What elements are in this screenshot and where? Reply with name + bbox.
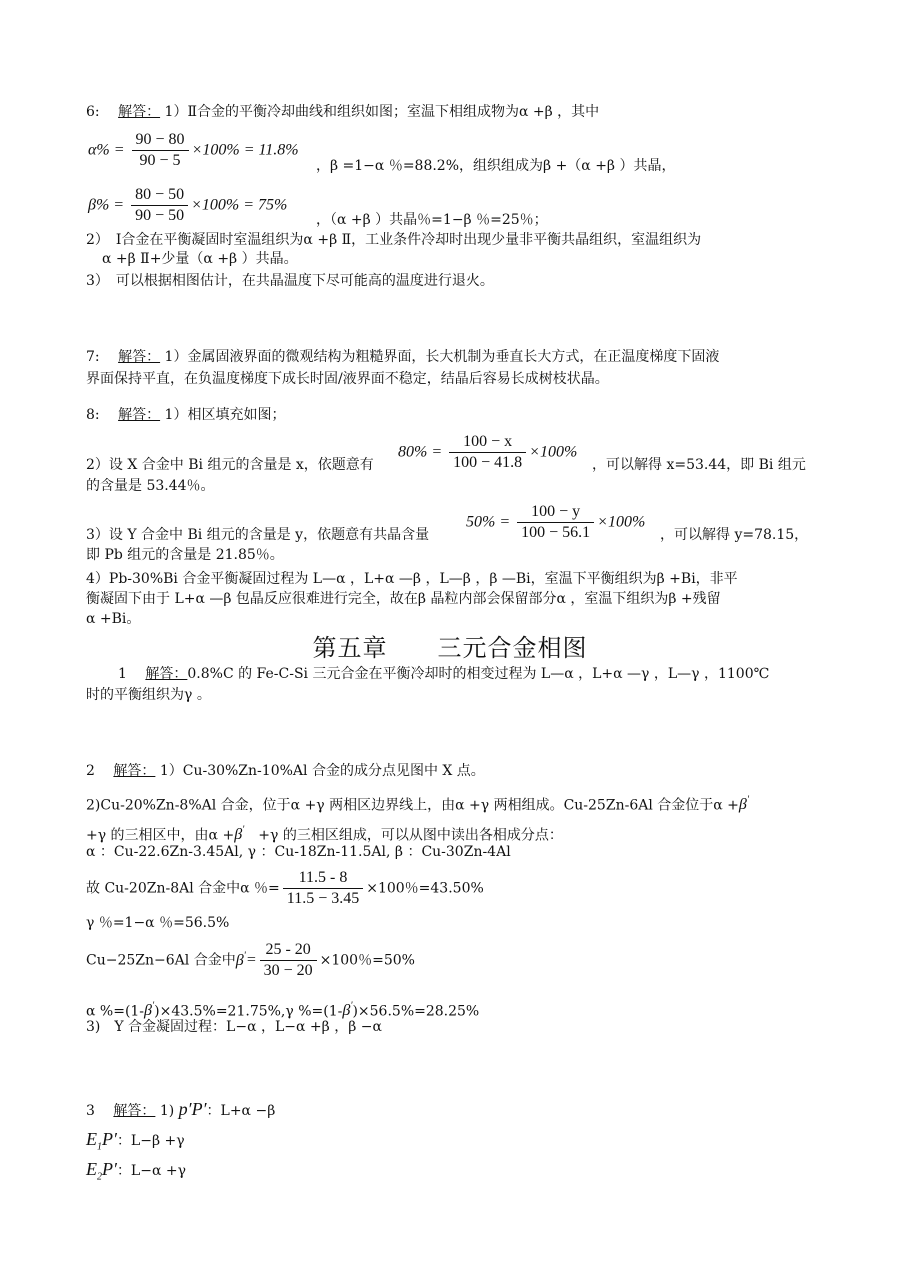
q6-line2b: α +β Ⅱ+少量（α +β ）共晶。 — [102, 251, 298, 267]
c3-number: 3 — [86, 1103, 95, 1119]
denominator: 11.5 − 3.45 — [286, 890, 360, 907]
q8-formula-x — [398, 432, 577, 473]
numerator: 80 − 50 — [131, 185, 188, 206]
denominator: 90 − 5 — [139, 152, 181, 169]
c2-line9: 3) Y 合金凝固过程：L−α ，L−α +β ，β −α — [86, 1019, 382, 1035]
c2-text: +γ 的三相区组成，可以从图中读出各相成分点： — [258, 827, 563, 844]
q8-answer-label: 解答： — [118, 407, 161, 423]
c3-text: ：L−α +γ — [116, 1163, 186, 1179]
denominator: 100 − 41.8 — [453, 454, 523, 471]
c3-line1 — [86, 1100, 275, 1120]
q7-text: 1）金属固液界面的微观结构为粗糙界面，长大机制为垂直长大方式，在正温度梯度下固液 — [164, 349, 720, 365]
numerator: 25 - 20 — [260, 940, 317, 961]
c2-line1 — [86, 762, 485, 780]
c1-answer-label: 解答： — [145, 666, 188, 682]
q8-line2-pre: 2）设 X 合金中 Bi 组元的含量是 x，依题意有 — [86, 457, 374, 473]
c2-text: 1）Cu-30%Zn-10%Al 合金的成分点见图中 X 点。 — [159, 763, 485, 779]
fraction — [260, 940, 317, 981]
q8-line4c: α +Bi。 — [86, 611, 141, 627]
q6-line2a: 2） Ⅰ合金在平衡凝固时室温组织为α +β Ⅱ，工业条件冷却时出现少量非平衡共晶组织，室温组织为 — [86, 232, 702, 248]
formula-rhs: ×100% = 75% — [191, 196, 288, 214]
formula-rhs: ×100% = 11.8% — [191, 141, 299, 159]
c2-text: +γ 的三相区中，由α + — [86, 827, 235, 844]
numerator: 100 − x — [449, 432, 526, 453]
c1-text: 0.8%C 的 Fe-C-Si 三元合金在平衡冷却时的相变过程为 L—α ，L+α —γ ，L—γ ，1100℃ — [187, 666, 770, 682]
c3-answer-label: 解答： — [113, 1103, 156, 1119]
c3-line3 — [86, 1160, 186, 1187]
q6-line1 — [86, 103, 599, 121]
q8-text: 1）相区填充如图； — [164, 407, 286, 423]
formula-lhs: β% = — [88, 196, 129, 214]
q6-formula-beta — [88, 185, 287, 226]
q6-formula-beta-tail: ，（α +β ）共晶％=1−β ％=25％； — [316, 212, 548, 228]
c2-text: α %=(1- — [86, 1003, 145, 1020]
q8-line2-post: ，可以解得 x=53.44，即 Bi 组元 — [592, 457, 806, 473]
c1-line1 — [118, 665, 769, 683]
pp-symbol: p′P′ — [178, 1099, 207, 1119]
e2p-symbol: $E_2P'$ — [86, 1159, 117, 1183]
q7-number: 7: — [86, 349, 100, 365]
formula-lhs: 80% = — [398, 443, 447, 461]
denominator: 100 − 56.1 — [521, 524, 591, 541]
beta-prime-symbol: β' — [234, 825, 245, 844]
q8-line3-post: ，可以解得 y=78.15， — [660, 527, 809, 543]
q8-line2b: 的含量是 53.44％。 — [86, 478, 215, 494]
beta-prime-symbol: β' — [738, 795, 750, 814]
q8-line3-pre: 3）设 Y 合金中 Bi 组元的含量是 y，依题意有共晶含量 — [86, 527, 430, 543]
c2-answer-label: 解答： — [113, 763, 156, 779]
fraction — [449, 432, 526, 473]
q7-answer-label: 解答： — [118, 349, 161, 365]
numerator: 11.5 - 8 — [283, 868, 363, 889]
formula-lhs: 50% = — [466, 513, 515, 531]
q8-line4a: 4）Pb-30%Bi 合金平衡凝固过程为 L—α ，L+α —β ，L—β ，β —Bi，室温下平衡组织为β +Bi，非平 — [86, 571, 738, 587]
c2-formula-beta — [86, 940, 415, 981]
c2-text: )×56.5%=28.25% — [352, 1003, 480, 1020]
c1-number: 1 — [118, 666, 127, 682]
c2-text: ×100％=43.50% — [366, 880, 484, 897]
q8-number: 8: — [86, 407, 100, 423]
equals-sign: = — [245, 951, 257, 969]
q8-line1 — [86, 406, 285, 424]
fraction — [131, 185, 188, 226]
q8-line3b: 即 Pb 组元的含量是 21.85％。 — [86, 547, 284, 563]
c2-line8 — [86, 998, 479, 1020]
c2-text: 2)Cu-20%Zn-8%Al 合金，位于α +γ 两相区边界线上，由α +γ 两相组成。Cu-25Zn-6Al 合金位于α + — [86, 797, 739, 814]
c2-formula-alpha — [86, 868, 484, 909]
q6-line3: 3） 可以根据相图估计，在共晶温度下尽可能高的温度进行退火。 — [86, 273, 494, 289]
q6-formula-alpha-tail: ，β =1−α ％=88.2%，组织组成为β +（α +β ）共晶， — [316, 158, 676, 174]
fraction — [132, 130, 189, 171]
c2-text: 故 Cu-20Zn-8Al 合金中α ％= — [86, 880, 280, 897]
q8-line4b: 衡凝固下由于 L+α —β 包晶反应很难进行完全，故在β 晶粒内部会保留部分α ，室温下组织为β +残留 — [86, 591, 721, 607]
beta-prime-symbol: β' — [235, 950, 246, 969]
c3-text: ：L−β +γ — [116, 1133, 185, 1149]
formula-rhs: ×100% — [529, 443, 578, 461]
q7-line2: 界面保持平直，在负温度梯度下成长时固/液界面不稳定，结晶后容易长成树枝状晶。 — [86, 371, 609, 387]
fraction — [517, 502, 594, 543]
formula-lhs: α% = — [88, 141, 129, 159]
c2-number: 2 — [86, 763, 95, 779]
c2-text: )×43.5%=21.75%,γ %=(1- — [154, 1003, 343, 1020]
q6-answer-label: 解答： — [118, 104, 161, 120]
formula-rhs: ×100% — [597, 513, 646, 531]
q6-text: 1）Ⅱ合金的平衡冷却曲线和组织如图；室温下相组成物为α +β ，其中 — [164, 104, 600, 120]
fraction — [283, 868, 363, 909]
q8-formula-y — [466, 502, 645, 543]
c2-line4: α ：Cu-22.6Zn-3.45Al, γ ：Cu-18Zn-11.5Al, β ：Cu-30Zn-4Al — [86, 844, 511, 860]
c3-line2 — [86, 1130, 185, 1157]
c3-text: ：L+α −β — [206, 1103, 276, 1119]
q6-formula-alpha — [88, 130, 299, 171]
numerator: 100 − y — [517, 502, 594, 523]
denominator: 30 − 20 — [263, 962, 313, 979]
beta-prime-symbol: β' — [342, 1001, 353, 1020]
c1-line2: 时的平衡组织为γ 。 — [86, 687, 211, 703]
c2-line2 — [86, 792, 749, 814]
e1p-symbol: $E_1P'$ — [86, 1129, 117, 1153]
c2-line6: γ ％=1−α ％=56.5% — [86, 915, 230, 931]
c2-line3 — [86, 822, 563, 844]
c3-text: 1) — [159, 1103, 175, 1119]
beta-prime-symbol: β' — [144, 1001, 155, 1020]
c2-text: ×100％=50% — [319, 952, 415, 969]
denominator: 90 − 50 — [135, 207, 185, 224]
q6-number: 6: — [86, 104, 100, 120]
c2-text: Cu−25Zn−6Al 合金中 — [86, 952, 236, 969]
chapter-title: 第五章 三元合金相图 — [312, 634, 588, 662]
numerator: 90 − 80 — [132, 130, 189, 151]
q7-line1 — [86, 348, 719, 366]
